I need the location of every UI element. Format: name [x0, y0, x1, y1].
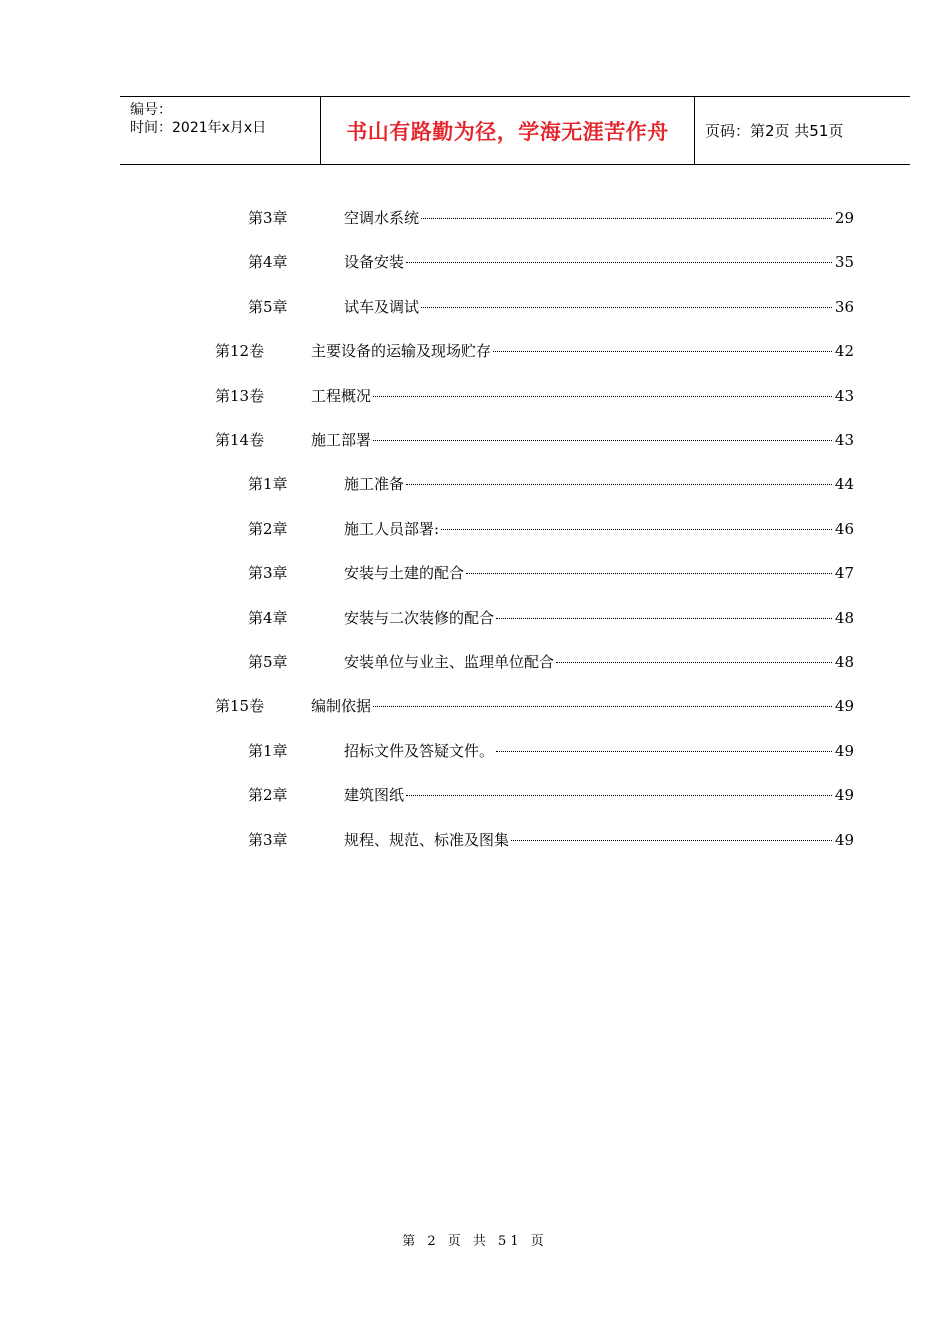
header-page-info — [695, 97, 910, 164]
toc-entry[interactable] — [248, 474, 854, 494]
page-footer: 第 2 页 共 51 页 — [402, 1234, 548, 1249]
toc-entry-number: 第5章 — [248, 298, 288, 316]
toc-entry-page: 42 — [834, 342, 854, 360]
toc-entry-number: 第3章 — [248, 831, 288, 849]
toc-entry-title: 招标文件及答疑文件。 — [344, 742, 495, 760]
toc-entry-number: 第1章 — [248, 475, 288, 493]
toc-entry-number: 第2章 — [248, 520, 288, 538]
toc-entry-number: 第3章 — [248, 209, 288, 227]
toc-entry-page: 49 — [834, 831, 854, 849]
toc-entry-title-wrap — [344, 563, 834, 583]
toc-entry-title-wrap — [311, 696, 834, 716]
toc-entry-page: 49 — [834, 786, 854, 804]
toc-entry-title-wrap — [344, 741, 834, 761]
toc-leader-dots — [441, 529, 832, 530]
toc-entry-page: 29 — [834, 209, 854, 227]
toc-leader-dots — [373, 440, 832, 441]
toc-entry-page: 35 — [834, 253, 854, 271]
toc-entry-number: 第2章 — [248, 786, 288, 804]
toc-entry-number: 第15卷 — [215, 697, 265, 715]
toc-entry-title-wrap — [344, 252, 834, 272]
toc-entry[interactable] — [215, 341, 854, 361]
toc-entry-title: 空调水系统 — [344, 209, 420, 227]
toc-leader-dots — [496, 751, 832, 752]
toc-entry[interactable] — [248, 297, 854, 317]
toc-entry-title: 工程概况 — [311, 387, 372, 405]
toc-leader-dots — [406, 795, 832, 796]
toc-entry-number: 第14卷 — [215, 431, 265, 449]
toc-leader-dots — [406, 484, 832, 485]
page-info-text: 页码：第2页 共51页 — [705, 122, 844, 140]
toc-entry-page: 36 — [834, 298, 854, 316]
header-meta — [120, 97, 321, 164]
toc-entry-page: 43 — [834, 387, 854, 405]
toc-entry-title-wrap — [311, 386, 834, 406]
toc-entry[interactable] — [215, 696, 854, 716]
toc-entry[interactable] — [215, 386, 854, 406]
toc-entry-title-wrap — [344, 608, 834, 628]
toc-leader-dots — [493, 351, 832, 352]
toc-entry[interactable] — [248, 208, 854, 228]
page-header — [120, 96, 910, 165]
toc-entry-title: 建筑图纸 — [344, 786, 405, 804]
toc-entry[interactable] — [248, 830, 854, 850]
toc-entry-title: 试车及调试 — [344, 298, 420, 316]
number-label: 编号： — [130, 102, 172, 118]
toc-entry-title-wrap — [344, 208, 834, 228]
toc-entry-title: 设备安装 — [344, 253, 405, 271]
toc-leader-dots — [373, 706, 832, 707]
toc-leader-dots — [421, 307, 832, 308]
toc-entry-page: 44 — [834, 475, 854, 493]
toc-entry-title-wrap — [344, 652, 834, 672]
toc-entry-number: 第1章 — [248, 742, 288, 760]
toc-entry-page: 48 — [834, 653, 854, 671]
toc-entry-page: 48 — [834, 609, 854, 627]
toc-entry-number: 第4章 — [248, 253, 288, 271]
toc-leader-dots — [556, 662, 832, 663]
toc-entry-number: 第5章 — [248, 653, 288, 671]
toc-entry-title-wrap — [311, 430, 834, 450]
toc-entry-title-wrap — [344, 474, 834, 494]
toc-entry[interactable] — [248, 563, 854, 583]
toc-entry-title: 安装单位与业主、监理单位配合 — [344, 653, 555, 671]
toc-entry-title-wrap — [344, 830, 834, 850]
toc-entry-title: 编制依据 — [311, 697, 372, 715]
toc-entry[interactable] — [248, 652, 854, 672]
toc-entry-number: 第12卷 — [215, 342, 265, 360]
toc-entry-page: 47 — [834, 564, 854, 582]
toc-entry-title: 施工部署 — [311, 431, 372, 449]
toc-entry-number: 第4章 — [248, 609, 288, 627]
toc-leader-dots — [421, 218, 832, 219]
toc-entry-title: 施工准备 — [344, 475, 405, 493]
time-label: 时间：2021年x月x日 — [130, 120, 267, 136]
toc-entry-page: 49 — [834, 742, 854, 760]
toc-entry-title-wrap — [344, 297, 834, 317]
toc-entry[interactable] — [215, 430, 854, 450]
toc-leader-dots — [511, 840, 832, 841]
toc-entry[interactable] — [248, 785, 854, 805]
toc-entry-title: 安装与二次装修的配合 — [344, 609, 495, 627]
toc-entry-title: 施工人员部署: — [344, 520, 440, 538]
toc-entry-title-wrap — [344, 519, 834, 539]
toc-entry[interactable] — [248, 741, 854, 761]
toc-entry-title: 规程、规范、标准及图集 — [344, 831, 510, 849]
toc-entry-number: 第3章 — [248, 564, 288, 582]
toc-entry-number: 第13卷 — [215, 387, 265, 405]
toc-leader-dots — [496, 618, 832, 619]
toc-entry-page: 43 — [834, 431, 854, 449]
toc-entry-page: 46 — [834, 520, 854, 538]
toc-entry-title-wrap — [344, 785, 834, 805]
toc-entry-title-wrap — [311, 341, 834, 361]
header-motto: 书山有路勤为径，学海无涯苦作舟 — [321, 97, 695, 164]
toc-entry-page: 49 — [834, 697, 854, 715]
toc-entry[interactable] — [248, 519, 854, 539]
toc-leader-dots — [406, 262, 832, 263]
toc-leader-dots — [373, 396, 832, 397]
toc-entry[interactable] — [248, 252, 854, 272]
toc-entry[interactable] — [248, 608, 854, 628]
toc-entry-title: 安装与土建的配合 — [344, 564, 465, 582]
toc-leader-dots — [466, 573, 832, 574]
toc-entry-title: 主要设备的运输及现场贮存 — [311, 342, 492, 360]
